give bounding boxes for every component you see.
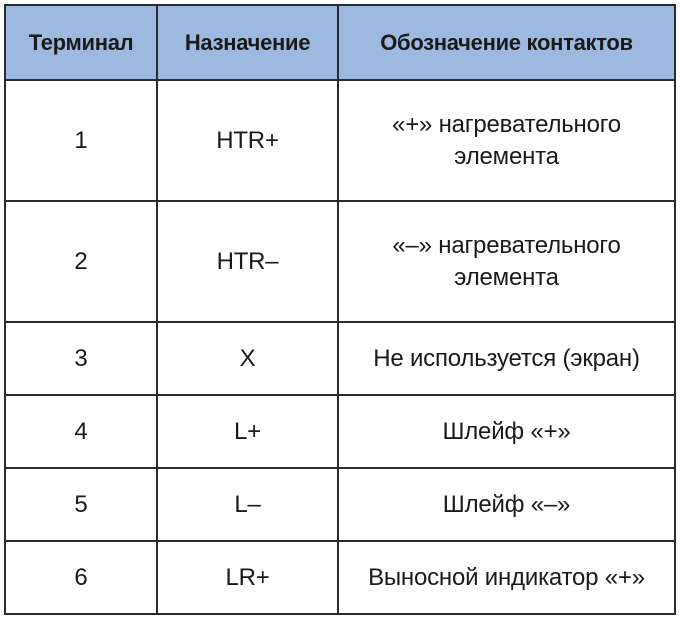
table-row [5,201,675,322]
purpose-cell: HTR+ [157,80,338,201]
header-purpose: Назначение [157,5,338,80]
designation-text: «+» нагревательного элемента [392,110,621,170]
terminal-cell: 6 [5,541,157,614]
designation-cell [338,80,675,201]
terminal-cell: 5 [5,468,157,541]
designation-cell: Выносной индикатор «+» [338,541,675,614]
table-row [5,395,675,468]
designation-cell: Шлейф «+» [338,395,675,468]
table-row [5,80,675,201]
designation-cell [338,201,675,322]
table-header-row [5,5,675,80]
terminal-table [4,4,676,615]
table-row [5,322,675,395]
terminal-cell: 1 [5,80,157,201]
terminal-cell: 2 [5,201,157,322]
terminal-cell: 3 [5,322,157,395]
header-terminal: Терминал [5,5,157,80]
purpose-cell: L– [157,468,338,541]
designation-cell: Шлейф «–» [338,468,675,541]
table-row [5,541,675,614]
table-row [5,468,675,541]
header-designation: Обозначение контактов [338,5,675,80]
designation-text: «–» нагревательного элемента [392,231,621,291]
purpose-cell: L+ [157,395,338,468]
terminal-cell: 4 [5,395,157,468]
purpose-cell: HTR– [157,201,338,322]
purpose-cell: X [157,322,338,395]
purpose-cell: LR+ [157,541,338,614]
designation-cell: Не используется (экран) [338,322,675,395]
